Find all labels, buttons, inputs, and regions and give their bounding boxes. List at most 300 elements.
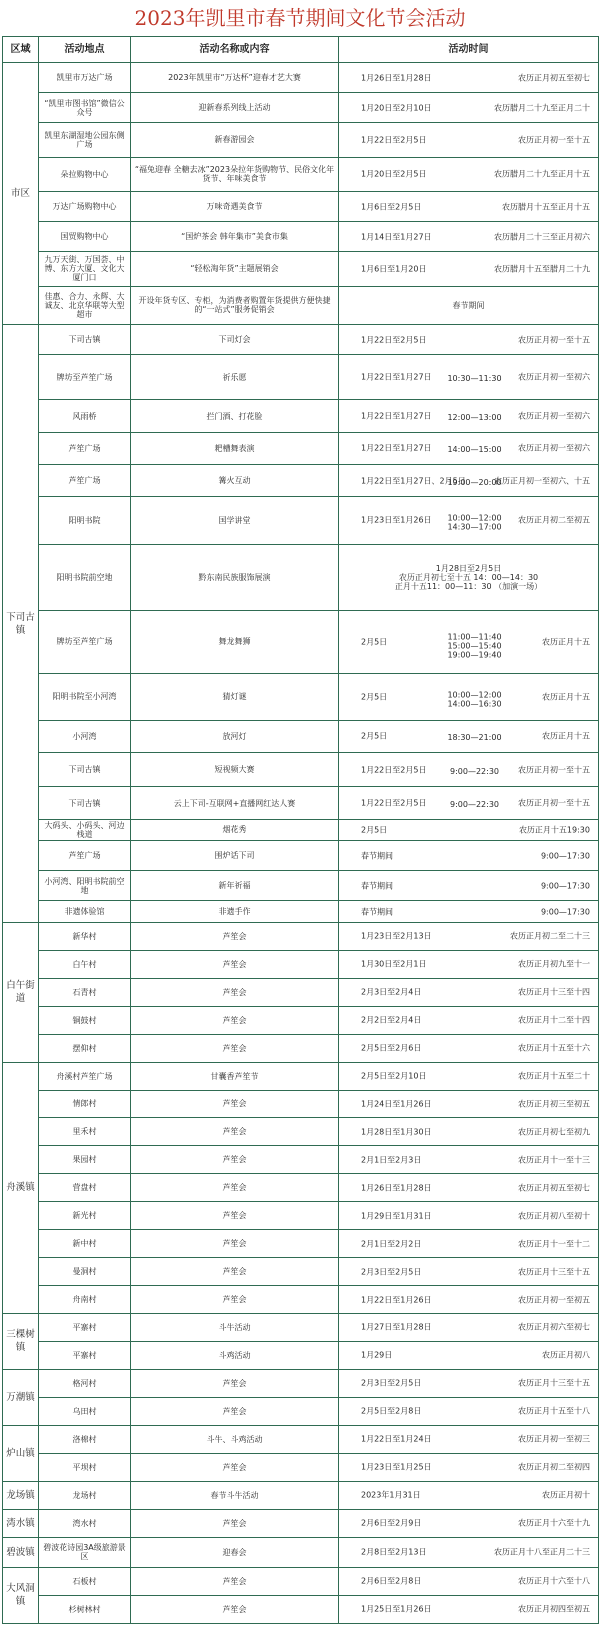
date-range: 1月22日至2月5日 <box>361 135 427 145</box>
lunar-date: 农历正月初八 <box>542 1350 590 1360</box>
activity-cell: 芦笙会 <box>131 1286 339 1314</box>
date-range: 1月26日至1月28日 <box>361 1183 432 1193</box>
lunar-date: 农历正月初九至十一 <box>518 959 590 969</box>
lunar-date: 农历正月初一至十五 <box>518 335 590 345</box>
activity-cell: 芦笙会 <box>131 950 339 978</box>
date-range: 2月5日 <box>361 731 388 741</box>
activity-cell: 芦笙会 <box>131 1118 339 1146</box>
time-cell <box>339 1595 599 1623</box>
date-range: 1月24日至1月26日 <box>361 1099 432 1109</box>
date-range: 2月5日 <box>361 637 388 647</box>
lunar-date: 农历正月初一至十五 <box>518 798 590 808</box>
date-range: 2月5日 <box>361 825 388 835</box>
activity-cell: 放河灯 <box>131 720 339 752</box>
lunar-date: 农历正月初一至初六 <box>518 411 590 421</box>
page-title: 2023年凯里市春节期间文化节会活动 <box>134 6 466 30</box>
time-cell <box>339 1258 599 1286</box>
activity-table <box>2 36 599 1624</box>
table-row <box>3 1090 599 1118</box>
date-range: 1月30日至2月1日 <box>361 959 427 969</box>
activity-cell: 春节斗牛活动 <box>131 1481 339 1509</box>
activity-cell: 芦笙会 <box>131 1567 339 1595</box>
header-activity: 活动名称或内容 <box>131 37 339 63</box>
region-cell: 碧波镇 <box>3 1537 39 1567</box>
location-cell: 洛棉村 <box>39 1425 131 1453</box>
location-cell: 里禾村 <box>39 1118 131 1146</box>
date-range: 2月8日至2月13日 <box>361 1547 427 1557</box>
time-cell <box>339 63 599 93</box>
location-cell: 乌田村 <box>39 1397 131 1425</box>
activity-cell: 芦笙会 <box>131 922 339 950</box>
lunar-date: 农历正月十一至十三 <box>518 1155 590 1165</box>
time-cell <box>339 978 599 1006</box>
time-cell <box>339 123 599 157</box>
lunar-date: 农历正月初一至初六 <box>518 372 590 382</box>
activity-cell: 芦笙会 <box>131 1258 339 1286</box>
lunar-date: 农历腊月十五至腊月二十九 <box>494 264 590 274</box>
date-range: 春节期间 <box>361 881 393 891</box>
activity-cell: 芦笙会 <box>131 1090 339 1118</box>
table-row <box>3 432 599 464</box>
date-range: 1月22日至1月26日 <box>361 1295 432 1305</box>
table-row <box>3 901 599 923</box>
time-cell <box>339 1453 599 1481</box>
location-cell: 芦笙广场 <box>39 464 131 496</box>
time-cell <box>339 191 599 221</box>
lunar-date: 农历正月初四至初五 <box>518 1604 590 1614</box>
date-range: 2月6日至2月8日 <box>361 1576 422 1586</box>
time-cell <box>339 1537 599 1567</box>
activity-cell: 国学讲堂 <box>131 497 339 544</box>
location-cell: 平寨村 <box>39 1314 131 1342</box>
activity-cell: 芦笙会 <box>131 1174 339 1202</box>
activity-cell: “福兔迎春 全糖去冰”2023朵拉年货购物节、民俗文化年货节、年味美食节 <box>131 157 339 191</box>
table-row <box>3 157 599 191</box>
location-cell: 下司古镇 <box>39 753 131 787</box>
time-cell <box>339 1509 599 1537</box>
activity-cell: 新年祈福 <box>131 871 339 901</box>
time-cell <box>339 611 599 673</box>
location-cell: 朵拉购物中心 <box>39 157 131 191</box>
date-range: 1月22日至1月24日 <box>361 1434 432 1444</box>
time-cell <box>339 950 599 978</box>
table-row <box>3 1369 599 1397</box>
time-cell <box>339 1062 599 1090</box>
lunar-date: 农历正月初一至初六 <box>518 443 590 453</box>
session-hours: 18:30—21:00 <box>447 733 502 743</box>
location-cell: 情郎村 <box>39 1090 131 1118</box>
lunar-date: 农历正月十六至十八 <box>518 1576 590 1586</box>
lunar-date: 农历正月初一至十五 <box>518 135 590 145</box>
table-row <box>3 63 599 93</box>
activity-cell: “国炉茶会 韩年集市”美食市集 <box>131 222 339 252</box>
lunar-date: 农历正月初三至初五 <box>518 1099 590 1109</box>
activity-cell: 新春游园会 <box>131 123 339 157</box>
time-cell <box>339 157 599 191</box>
date-range: 1月22日至1月27日、2月5日 <box>361 476 466 486</box>
date-range: 1月28日至1月30日 <box>361 1127 432 1137</box>
date-range: 2月1日至2月3日 <box>361 1155 422 1165</box>
location-cell: 阳明书院 <box>39 497 131 544</box>
time-cell <box>339 841 599 871</box>
session-hours: 10:00—12:00 14:30—17:00 <box>447 514 502 533</box>
table-row <box>3 1174 599 1202</box>
time-cell <box>339 1006 599 1034</box>
time-cell <box>339 1202 599 1230</box>
time-cell <box>339 1034 599 1062</box>
activity-cell: 甘囊香芦笙节 <box>131 1062 339 1090</box>
date-range: 1月29日至1月31日 <box>361 1211 432 1221</box>
time-cell <box>339 1341 599 1369</box>
activity-cell: 芦笙会 <box>131 1369 339 1397</box>
location-cell: 凯里东湖湿地公园东侧广场 <box>39 123 131 157</box>
table-row <box>3 1397 599 1425</box>
date-range: 1月26日至1月28日 <box>361 73 432 83</box>
lunar-date: 农历正月十三至十四 <box>518 987 590 997</box>
lunar-date: 农历正月初一至十五 <box>518 765 590 775</box>
activity-cell: 芦笙会 <box>131 1397 339 1425</box>
time-cell <box>339 1481 599 1509</box>
table-row <box>3 93 599 123</box>
table-row <box>3 1006 599 1034</box>
region-cell: 舟溪镇 <box>3 1062 39 1313</box>
date-range: 1月23日至1月26日 <box>361 515 432 525</box>
date-range: 1月22日至2月5日 <box>361 335 427 345</box>
header-time: 活动时间 <box>339 37 599 63</box>
table-row <box>3 191 599 221</box>
activity-cell: 篝火互动 <box>131 464 339 496</box>
lunar-date: 农历正月十五 <box>542 692 590 702</box>
lunar-date: 农历正月十五19:30 <box>518 825 590 835</box>
region-cell: 炉山镇 <box>3 1425 39 1481</box>
activity-cell: 祈乐愿 <box>131 355 339 400</box>
region-cell: 白午街道 <box>3 922 39 1062</box>
lunar-date: 农历正月十一至十二 <box>518 1239 590 1249</box>
activity-cell: 非遗手作 <box>131 901 339 923</box>
time-cell <box>339 673 599 720</box>
time-cell <box>339 286 599 325</box>
activity-cell: 舞龙舞狮 <box>131 611 339 673</box>
region-cell: 湾水镇 <box>3 1509 39 1537</box>
table-row <box>3 1595 599 1623</box>
date-range: 2月1日至2月2日 <box>361 1239 422 1249</box>
time-cell <box>339 1369 599 1397</box>
time-cell <box>339 544 599 611</box>
time-cell <box>339 1425 599 1453</box>
activity-cell: 芦笙会 <box>131 978 339 1006</box>
date-range: 2月5日至2月6日 <box>361 1043 422 1053</box>
table-row <box>3 611 599 673</box>
location-cell: 小河湾 <box>39 720 131 752</box>
activity-cell: “轻松淘年货”主题展销会 <box>131 252 339 286</box>
lunar-date: 农历正月初二至初五 <box>518 515 590 525</box>
table-row <box>3 497 599 544</box>
activity-cell: 斗牛活动 <box>131 1314 339 1342</box>
location-cell: 芦笙广场 <box>39 432 131 464</box>
location-cell: 芦笙广场 <box>39 841 131 871</box>
activity-cell: 下司灯会 <box>131 325 339 355</box>
activity-cell: 芦笙会 <box>131 1230 339 1258</box>
session-hours: 9:00—22:30 <box>449 766 500 776</box>
table-row <box>3 978 599 1006</box>
time-cell <box>339 464 599 496</box>
region-cell: 下司古镇 <box>3 325 39 923</box>
time-cell <box>339 1090 599 1118</box>
activity-cell: 芦笙会 <box>131 1006 339 1034</box>
activity-cell: 芦笙会 <box>131 1146 339 1174</box>
lunar-date: 农历正月十三至十五 <box>518 1378 590 1388</box>
time-cell <box>339 400 599 432</box>
lunar-date: 农历正月十五至十八 <box>518 1406 590 1416</box>
date-range: 1月6日至2月5日 <box>361 202 422 212</box>
time-cell <box>339 922 599 950</box>
region-cell: 三棵树镇 <box>3 1314 39 1370</box>
lunar-date: 农历腊月二十三至正月初六 <box>494 232 590 242</box>
table-row <box>3 1258 599 1286</box>
lunar-date: 农历正月初二至初四 <box>518 1462 590 1472</box>
location-cell: 曼洞村 <box>39 1258 131 1286</box>
lunar-date: 农历正月十八至正月二十三 <box>494 1547 590 1557</box>
activity-cell: 开设年货专区、专柜，为消费者购置年货提供方便快捷的“一站式”服务促销会 <box>131 286 339 325</box>
activity-cell: 烟花秀 <box>131 819 339 841</box>
table-row <box>3 222 599 252</box>
lunar-date: 农历正月十五至二十 <box>518 1071 590 1081</box>
date-range: 1月29日 <box>361 1350 393 1360</box>
location-cell: 舟溪村芦笙广场 <box>39 1062 131 1090</box>
location-cell: 牌坊至芦笙广场 <box>39 355 131 400</box>
location-cell: 白午村 <box>39 950 131 978</box>
table-row <box>3 753 599 787</box>
time-cell <box>339 1146 599 1174</box>
table-row <box>3 544 599 611</box>
activity-cell: 黔东南民族服饰展演 <box>131 544 339 611</box>
activity-cell: 耙槽舞表演 <box>131 432 339 464</box>
date-range: 1月6日至1月20日 <box>361 264 427 274</box>
activity-cell: 围炉话下司 <box>131 841 339 871</box>
region-cell: 龙场镇 <box>3 1481 39 1509</box>
location-cell: 新光村 <box>39 1202 131 1230</box>
table-row <box>3 1509 599 1537</box>
table-row <box>3 1118 599 1146</box>
location-cell: 铜鼓村 <box>39 1006 131 1034</box>
session-hours: 11:00—11:40 15:00—15:40 19:00—19:40 <box>447 632 502 660</box>
header-row <box>3 37 599 63</box>
table-row <box>3 286 599 325</box>
region-cell: 大风洞镇 <box>3 1567 39 1623</box>
activity-cell: 芦笙会 <box>131 1034 339 1062</box>
session-hours: 10:00—12:00 14:00—16:30 <box>447 690 502 709</box>
location-cell: 石青村 <box>39 978 131 1006</box>
time-cell <box>339 720 599 752</box>
location-cell: 新中村 <box>39 1230 131 1258</box>
time-cell <box>339 1118 599 1146</box>
date-range: 1月23日至1月25日 <box>361 1462 432 1472</box>
time-full: 1月28日至2月5日 农历正月初七至十五 14：00—14：30 正月十五11：00—11：30 （加演一场） <box>394 563 543 591</box>
activity-cell: 拦门酒、打花脸 <box>131 400 339 432</box>
table-row <box>3 1230 599 1258</box>
date-range: 1月22日至1月27日 <box>361 372 432 382</box>
activity-cell: 芦笙会 <box>131 1202 339 1230</box>
lunar-date: 农历正月十六至十九 <box>518 1518 590 1528</box>
table-row <box>3 819 599 841</box>
lunar-date: 农历正月十五 <box>542 731 590 741</box>
date-range: 2月3日至2月5日 <box>361 1378 422 1388</box>
date-range: 1月27日至1月28日 <box>361 1322 432 1332</box>
time-cell <box>339 871 599 901</box>
date-range: 2月3日至2月5日 <box>361 1267 422 1277</box>
date-range: 1月22日至1月27日 <box>361 411 432 421</box>
lunar-date: 农历正月初六至初七 <box>518 1322 590 1332</box>
location-cell: 九万天街、万国荟、中博、东方大厦、文化大厦门口 <box>39 252 131 286</box>
table-row <box>3 1425 599 1453</box>
lunar-date: 农历腊月十五至正月十五 <box>502 202 590 212</box>
location-cell: 阳明书院前空地 <box>39 544 131 611</box>
location-cell: 果园村 <box>39 1146 131 1174</box>
table-row <box>3 1062 599 1090</box>
table-row <box>3 355 599 400</box>
location-cell: 石板村 <box>39 1567 131 1595</box>
table-row <box>3 922 599 950</box>
location-cell: 小河湾、阳明书院前空地 <box>39 871 131 901</box>
time-cell <box>339 222 599 252</box>
session-hours: 12:00—13:00 <box>447 412 502 422</box>
header-location: 活动地点 <box>39 37 131 63</box>
activity-cell: 短视频大赛 <box>131 753 339 787</box>
table-row <box>3 1453 599 1481</box>
date-range: 2月5日至2月10日 <box>361 1071 427 1081</box>
activity-cell: 芦笙会 <box>131 1595 339 1623</box>
activity-cell: 迎春会 <box>131 1537 339 1567</box>
time-cell <box>339 819 599 841</box>
date-range: 2月6日至2月9日 <box>361 1518 422 1528</box>
date-range: 1月23日至2月13日 <box>361 931 432 941</box>
time-cell <box>339 1286 599 1314</box>
table-row <box>3 871 599 901</box>
lunar-date: 农历正月十二至十四 <box>518 1015 590 1025</box>
time-cell <box>339 753 599 787</box>
activity-cell: 芦笙会 <box>131 1509 339 1537</box>
lunar-date: 农历正月初一至初三 <box>518 1434 590 1444</box>
location-cell: 佳惠、合力、永辉、大诚友、北京华联等大型超市 <box>39 286 131 325</box>
location-cell: 非遗体验馆 <box>39 901 131 923</box>
time-cell <box>339 252 599 286</box>
date-range: 春节期间 <box>361 907 393 917</box>
date-range: 1月14日至1月27日 <box>361 232 432 242</box>
location-cell: 湾水村 <box>39 1509 131 1537</box>
date-range: 1月25日至1月26日 <box>361 1604 432 1614</box>
lunar-date: 农历正月十五至十六 <box>518 1043 590 1053</box>
location-cell: 万达广场购物中心 <box>39 191 131 221</box>
lunar-date: 农历正月初一至初六、十五 <box>494 476 590 486</box>
table-row <box>3 1034 599 1062</box>
table-row <box>3 325 599 355</box>
lunar-date: 农历正月初二至二十三 <box>510 931 590 941</box>
date-range: 2月5日 <box>361 692 388 702</box>
date-range: 春节期间 <box>361 851 393 861</box>
activity-cell: 芦笙会 <box>131 1453 339 1481</box>
table-row <box>3 1314 599 1342</box>
location-cell: 营盘村 <box>39 1174 131 1202</box>
date-range: 2月5日至2月8日 <box>361 1406 422 1416</box>
location-cell: 下司古镇 <box>39 325 131 355</box>
location-cell: 平坝村 <box>39 1453 131 1481</box>
time-cell <box>339 355 599 400</box>
table-row <box>3 1567 599 1595</box>
table-body <box>3 63 599 1624</box>
activity-cell: 迎新春系列线上活动 <box>131 93 339 123</box>
table-row <box>3 841 599 871</box>
table-row <box>3 1146 599 1174</box>
location-cell: 新华村 <box>39 922 131 950</box>
table-row <box>3 252 599 286</box>
location-cell: 风雨桥 <box>39 400 131 432</box>
time-cell <box>339 1567 599 1595</box>
location-cell: 平寨村 <box>39 1341 131 1369</box>
session-hours: 19:00—20:00 <box>447 477 502 487</box>
time-cell <box>339 1314 599 1342</box>
session-hours: 10:30—11:30 <box>447 374 502 384</box>
lunar-date: 农历正月十五 <box>542 637 590 647</box>
table-row <box>3 673 599 720</box>
date-range: 2月3日至2月4日 <box>361 987 422 997</box>
region-cell: 市区 <box>3 63 39 325</box>
table-row <box>3 787 599 819</box>
date-range: 1月20日至2月5日 <box>361 169 427 179</box>
time-cell <box>339 1397 599 1425</box>
table-row <box>3 1286 599 1314</box>
time-cell <box>339 1230 599 1258</box>
session-hours: 14:00—15:00 <box>447 445 502 455</box>
table-row <box>3 1341 599 1369</box>
date-range: 2月2日至2月4日 <box>361 1015 422 1025</box>
time-cell <box>339 432 599 464</box>
table-row <box>3 1481 599 1509</box>
session-hours: 9:00—22:30 <box>449 799 500 809</box>
location-cell: 舟南村 <box>39 1286 131 1314</box>
table-row <box>3 720 599 752</box>
time-cell <box>339 93 599 123</box>
table-row <box>3 1537 599 1567</box>
table-row <box>3 464 599 496</box>
time-cell <box>339 325 599 355</box>
activity-cell: 斗鸡活动 <box>131 1341 339 1369</box>
lunar-date: 农历正月初五至初七 <box>518 73 590 83</box>
date-range: 1月22日至2月5日 <box>361 765 427 775</box>
location-cell: 牌坊至芦笙广场 <box>39 611 131 673</box>
lunar-date: 9:00—17:30 <box>540 851 590 861</box>
location-cell: 凯里市万达广场 <box>39 63 131 93</box>
lunar-date: 农历正月十三至十五 <box>518 1267 590 1277</box>
location-cell: 碧波花诗园3A级旅游景区 <box>39 1537 131 1567</box>
location-cell: 杉树林村 <box>39 1595 131 1623</box>
lunar-date: 农历腊月二十九至正月二十 <box>494 103 590 113</box>
location-cell: “凯里市图书馆”微信公众号 <box>39 93 131 123</box>
time-full: 春节期间 <box>452 300 485 310</box>
lunar-date: 农历正月初八至初十 <box>518 1211 590 1221</box>
location-cell: 龙场村 <box>39 1481 131 1509</box>
activity-cell: 万味奇遇美食节 <box>131 191 339 221</box>
location-cell: 大码头、小码头、河边栈道 <box>39 819 131 841</box>
location-cell: 下司古镇 <box>39 787 131 819</box>
table-row <box>3 1202 599 1230</box>
lunar-date: 9:00—17:30 <box>540 907 590 917</box>
region-cell: 万潮镇 <box>3 1369 39 1425</box>
location-cell: 国贸购物中心 <box>39 222 131 252</box>
lunar-date: 农历正月初五至初七 <box>518 1183 590 1193</box>
time-cell <box>339 1174 599 1202</box>
table-row <box>3 950 599 978</box>
time-cell <box>339 787 599 819</box>
